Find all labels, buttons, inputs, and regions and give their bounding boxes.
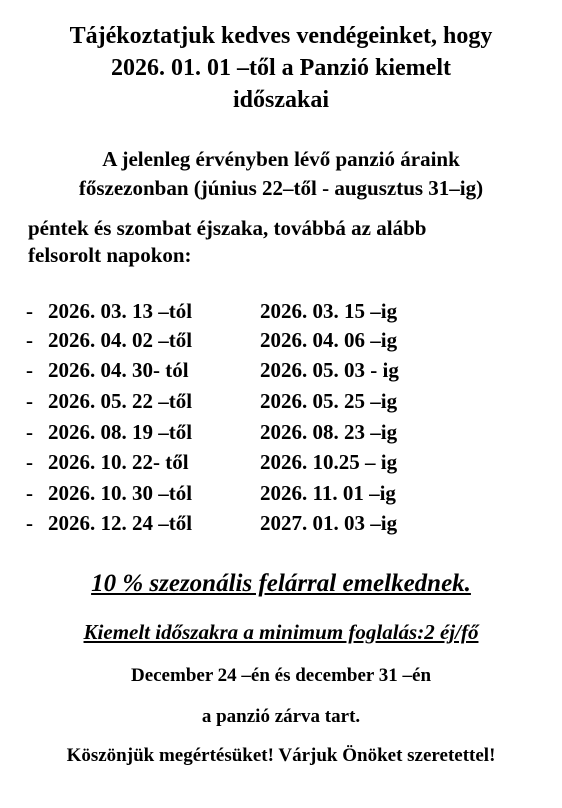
closing-message: Köszönjük megértésüket! Várjuk Önöket szeretettel! xyxy=(66,745,496,766)
minimum-stay-notice: Kiemelt időszakra a minimum foglalás:2 éj/fő xyxy=(83,620,479,644)
period-end: 2026. 04. 06 –ig xyxy=(260,328,398,352)
intro-line-1: A jelenleg érvényben lévő panzió áraink xyxy=(102,147,460,171)
period-start: 2026. 05. 22 –től xyxy=(48,389,193,413)
period-start: 2026. 04. 30- tól xyxy=(48,358,189,382)
period-bullet: - xyxy=(26,511,33,535)
period-end: 2027. 01. 03 –ig xyxy=(260,511,398,535)
period-end: 2026. 03. 15 –ig xyxy=(260,299,398,323)
period-start: 2026. 12. 24 –től xyxy=(48,511,193,535)
period-start: 2026. 03. 13 –tól xyxy=(48,299,193,323)
period-end: 2026. 05. 25 –ig xyxy=(260,389,398,413)
period-end: 2026. 08. 23 –ig xyxy=(260,420,398,444)
period-start: 2026. 04. 02 –től xyxy=(48,328,193,352)
period-bullet: - xyxy=(26,328,33,352)
period-start: 2026. 10. 30 –tól xyxy=(48,481,193,505)
period-bullet: - xyxy=(26,450,33,474)
surcharge-notice: 10 % szezonális felárral emelkednek. xyxy=(91,570,471,597)
period-bullet: - xyxy=(26,358,33,382)
period-start: 2026. 10. 22- től xyxy=(48,450,189,474)
weekend-note-line-1: péntek és szombat éjszaka, továbbá az alább xyxy=(28,216,427,240)
period-bullet: - xyxy=(26,420,33,444)
period-start: 2026. 08. 19 –től xyxy=(48,420,193,444)
intro-line-2: főszezonban (június 22–től - augusztus 31–ig) xyxy=(78,176,484,200)
period-bullet: - xyxy=(26,481,33,505)
period-end: 2026. 05. 03 - ig xyxy=(260,358,399,382)
notice-title-line-1: Tájékoztatjuk kedves vendégeinket, hogy xyxy=(69,23,493,49)
period-bullet: - xyxy=(26,299,33,323)
notice-title-line-3: időszakai xyxy=(232,87,330,113)
closure-line-1: December 24 –én és december 31 –én xyxy=(130,665,432,686)
period-end: 2026. 11. 01 –ig xyxy=(260,481,396,505)
closure-line-2: a panzió zárva tart. xyxy=(201,706,361,727)
period-end: 2026. 10.25 – ig xyxy=(260,450,398,474)
period-bullet: - xyxy=(26,389,33,413)
notice-title-line-2: 2026. 01. 01 –től a Panzió kiemelt xyxy=(111,55,451,81)
weekend-note-line-2: felsorolt napokon: xyxy=(28,243,192,267)
